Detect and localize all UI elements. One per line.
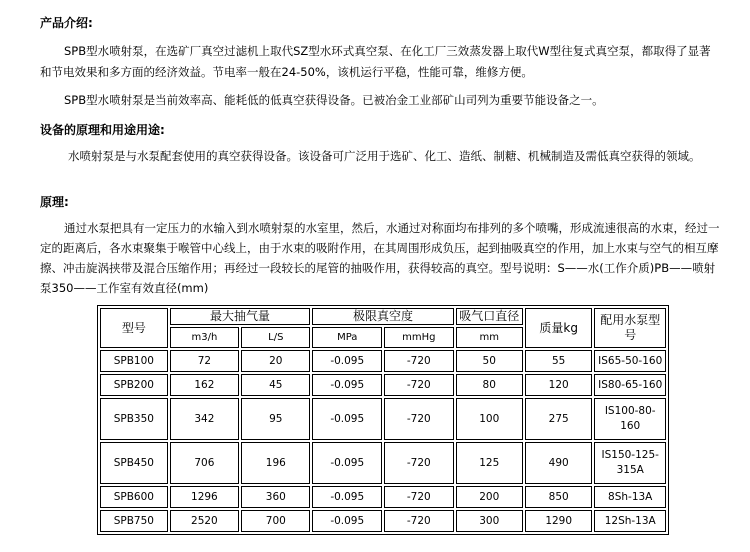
cell-mpa: -0.095 [312,350,382,372]
cell-mpa: -0.095 [312,398,382,440]
cell-inlet: 125 [456,442,523,484]
intro-paragraph-2: SPB型水喷射泵是当前效率高、能耗低的低真空获得设备。已被冶金工业部矿山司列为重要节能设备之一。 [64,93,604,107]
table-row [100,486,666,508]
cell-m3h: 162 [170,374,239,396]
header-pump: 配用水泵型号 [594,308,666,348]
cell-model: SPB200 [100,374,168,396]
cell-mass: 850 [525,486,592,508]
principle-heading: 原理: [40,195,69,209]
cell-ls: 700 [241,510,310,532]
unit-m3h: m3/h [170,327,239,348]
table-row [100,374,666,396]
unit-mpa: MPa [312,327,382,348]
cell-mmhg: -720 [384,374,454,396]
unit-inlet-mm: mm [456,327,523,348]
table-row [100,442,666,484]
cell-m3h: 706 [170,442,239,484]
cell-inlet: 100 [456,398,523,440]
cell-ls: 95 [241,398,310,440]
cell-mmhg: -720 [384,486,454,508]
principle-use-paragraph: 水喷射泵是与水泵配套使用的真空获得设备。该设备可广泛用于选矿、化工、造纸、制糖、机械制造及需低真空获得的领域。 [68,149,701,163]
header-mass: 质量kg [525,308,592,348]
cell-ls: 360 [241,486,310,508]
cell-mass: 490 [525,442,592,484]
intro-paragraph-1: SPB型水喷射泵，在选矿厂真空过滤机上取代SZ型水环式真空泵、在化工厂三效蒸发器上取代W型往复式真空泵，都取得了显著和节电效果和多方面的经济效益。节电率一般在24-50%，该机运行平稳，性能可靠，维修方便。 [40,44,711,79]
cell-model: SPB350 [100,398,168,440]
principle-paragraph: 通过水泵把具有一定压力的水输入到水喷射泵的水室里，然后，水通过对称面均布排列的多个喷嘴，形成流速很高的水束，经过一定的距离后，各水束聚集于喉管中心线上，由于水束的吸附作用，在其周围形成负压，起到抽吸真空的作用，加上水束与空气的相互摩擦、冲击旋涡挟带及混合压缩作用；再经过一段较长的尾管的抽吸作用，获得较高的真空。型号说明：S——水(工作介质)PB——喷射泵350——工作室有效直径(mm) [40,221,720,295]
cell-mpa: -0.095 [312,510,382,532]
cell-pump: IS100-80-160 [594,398,666,440]
unit-mmhg: mmHg [384,327,454,348]
header-max-flow: 最大抽气量 [170,308,311,325]
cell-pump: 12Sh-13A [594,510,666,532]
cell-pump: IS65-50-160 [594,350,666,372]
table-row [100,510,666,532]
cell-pump: IS150-125-315A [594,442,666,484]
cell-mmhg: -720 [384,350,454,372]
header-vacuum: 极限真空度 [312,308,453,325]
cell-pump: 8Sh-13A [594,486,666,508]
unit-ls: L/S [241,327,310,348]
cell-m3h: 2520 [170,510,239,532]
cell-pump: IS80-65-160 [594,374,666,396]
header-model: 型号 [100,308,168,348]
table-row [100,398,666,440]
cell-mpa: -0.095 [312,486,382,508]
cell-m3h: 1296 [170,486,239,508]
cell-mass: 120 [525,374,592,396]
cell-inlet: 80 [456,374,523,396]
cell-inlet: 200 [456,486,523,508]
principle-use-heading: 设备的原理和用途用途: [40,123,165,137]
cell-mass: 275 [525,398,592,440]
cell-m3h: 72 [170,350,239,372]
cell-mass: 1290 [525,510,592,532]
cell-ls: 20 [241,350,310,372]
spec-table [97,305,669,535]
cell-model: SPB450 [100,442,168,484]
cell-mmhg: -720 [384,398,454,440]
cell-inlet: 300 [456,510,523,532]
cell-mmhg: -720 [384,442,454,484]
cell-ls: 196 [241,442,310,484]
cell-mpa: -0.095 [312,374,382,396]
cell-m3h: 342 [170,398,239,440]
cell-mpa: -0.095 [312,442,382,484]
cell-mass: 55 [525,350,592,372]
table-row [100,350,666,372]
intro-heading: 产品介绍: [40,16,93,30]
cell-mmhg: -720 [384,510,454,532]
cell-model: SPB750 [100,510,168,532]
cell-model: SPB100 [100,350,168,372]
cell-model: SPB600 [100,486,168,508]
cell-inlet: 50 [456,350,523,372]
cell-ls: 45 [241,374,310,396]
header-inlet: 吸气口直径 [456,308,523,325]
